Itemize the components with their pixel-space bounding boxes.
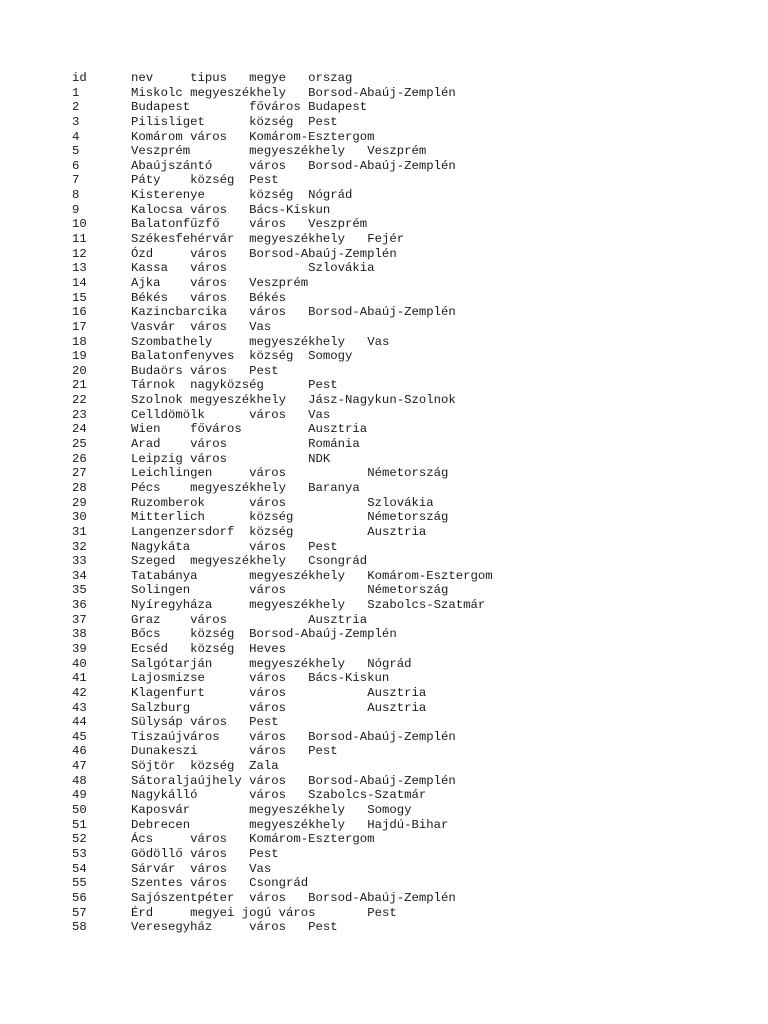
data-row: 11 Székesfehérvár megyeszékhely Fejér bbox=[72, 232, 405, 247]
data-row: 2 Budapest főváros Budapest bbox=[72, 100, 368, 115]
data-row: 7 Páty község Pest bbox=[72, 173, 279, 188]
data-row: 18 Szombathely megyeszékhely Vas bbox=[72, 334, 390, 349]
data-row: 37 Graz város Ausztria bbox=[72, 612, 368, 627]
data-row: 3 Pilisliget község Pest bbox=[72, 114, 338, 129]
data-row: 17 Vasvár város Vas bbox=[72, 319, 272, 334]
data-row: 50 Kaposvár megyeszékhely Somogy bbox=[72, 803, 412, 818]
data-row: 29 Ruzomberok város Szlovákia bbox=[72, 495, 434, 510]
data-row: 9 Kalocsa város Bács-Kiskun bbox=[72, 202, 331, 217]
data-row: 21 Tárnok nagyközség Pest bbox=[72, 378, 338, 393]
data-row: 42 Klagenfurt város Ausztria bbox=[72, 685, 427, 700]
data-row: 47 Söjtör község Zala bbox=[72, 759, 279, 774]
data-row: 31 Langenzersdorf község Ausztria bbox=[72, 524, 427, 539]
data-row: 35 Solingen város Németország bbox=[72, 583, 449, 598]
data-row: 33 Szeged megyeszékhely Csongrád bbox=[72, 554, 368, 569]
data-row: 23 Celldömölk város Vas bbox=[72, 407, 331, 422]
data-row: 28 Pécs megyeszékhely Baranya bbox=[72, 480, 360, 495]
data-row: 32 Nagykáta város Pest bbox=[72, 539, 338, 554]
data-row: 48 Sátoraljaújhely város Borsod-Abaúj-Zemplén bbox=[72, 773, 456, 788]
data-row: 38 Bőcs község Borsod-Abaúj-Zemplén bbox=[72, 627, 397, 642]
data-row: 57 Érd megyei jogú város Pest bbox=[72, 905, 397, 920]
data-row: 5 Veszprém megyeszékhely Veszprém bbox=[72, 144, 427, 159]
header-row: id nev tipus megye orszag bbox=[72, 71, 353, 85]
tab-separated-listing bbox=[72, 71, 752, 935]
data-row: 12 Ózd város Borsod-Abaúj-Zemplén bbox=[72, 246, 397, 261]
data-row: 43 Salzburg város Ausztria bbox=[72, 700, 427, 715]
data-row: 6 Abaújszántó város Borsod-Abaúj-Zemplén bbox=[72, 158, 456, 173]
data-row: 24 Wien főváros Ausztria bbox=[72, 422, 368, 437]
data-row: 49 Nagykálló város Szabolcs-Szatmár bbox=[72, 788, 427, 803]
data-row: 1 Miskolc megyeszékhely Borsod-Abaúj-Zemplén bbox=[72, 85, 456, 100]
data-row: 41 Lajosmizse város Bács-Kiskun bbox=[72, 671, 390, 686]
data-row: 25 Arad város Románia bbox=[72, 437, 360, 452]
data-row: 13 Kassa város Szlovákia bbox=[72, 261, 375, 276]
data-row: 54 Sárvár város Vas bbox=[72, 861, 272, 876]
data-row: 16 Kazincbarcika város Borsod-Abaúj-Zemplén bbox=[72, 305, 456, 320]
data-row: 53 Gödöllő város Pest bbox=[72, 846, 279, 861]
data-row: 36 Nyíregyháza megyeszékhely Szabolcs-Szatmár bbox=[72, 598, 486, 613]
data-row: 19 Balatonfenyves község Somogy bbox=[72, 349, 353, 364]
data-row: 15 Békés város Békés bbox=[72, 290, 287, 305]
data-row: 27 Leichlingen város Németország bbox=[72, 466, 449, 481]
data-row: 46 Dunakeszi város Pest bbox=[72, 744, 338, 759]
data-row: 45 Tiszaújváros város Borsod-Abaúj-Zemplén bbox=[72, 729, 456, 744]
data-row: 55 Szentes város Csongrád bbox=[72, 876, 309, 891]
data-row: 14 Ajka város Veszprém bbox=[72, 275, 309, 290]
data-row: 8 Kisterenye község Nógrád bbox=[72, 188, 353, 203]
data-row: 10 Balatonfűzfő város Veszprém bbox=[72, 217, 368, 232]
data-row: 44 Sülysáp város Pest bbox=[72, 715, 279, 730]
data-row: 52 Ács város Komárom-Esztergom bbox=[72, 832, 375, 847]
data-row: 56 Sajószentpéter város Borsod-Abaúj-Zemplén bbox=[72, 890, 456, 905]
data-row: 51 Debrecen megyeszékhely Hajdú-Bihar bbox=[72, 817, 449, 832]
data-row: 20 Budaörs város Pest bbox=[72, 363, 279, 378]
data-row: 4 Komárom város Komárom-Esztergom bbox=[72, 129, 375, 144]
data-row: 39 Ecséd község Heves bbox=[72, 641, 287, 656]
document-page bbox=[72, 71, 752, 935]
data-row: 22 Szolnok megyeszékhely Jász-Nagykun-Szolnok bbox=[72, 393, 456, 408]
data-row: 34 Tatabánya megyeszékhely Komárom-Esztergom bbox=[72, 568, 493, 583]
data-row: 30 Mitterlich község Németország bbox=[72, 510, 449, 525]
data-row: 26 Leipzig város NDK bbox=[72, 451, 331, 466]
data-row: 40 Salgótarján megyeszékhely Nógrád bbox=[72, 656, 412, 671]
data-row: 58 Veresegyház város Pest bbox=[72, 920, 338, 935]
